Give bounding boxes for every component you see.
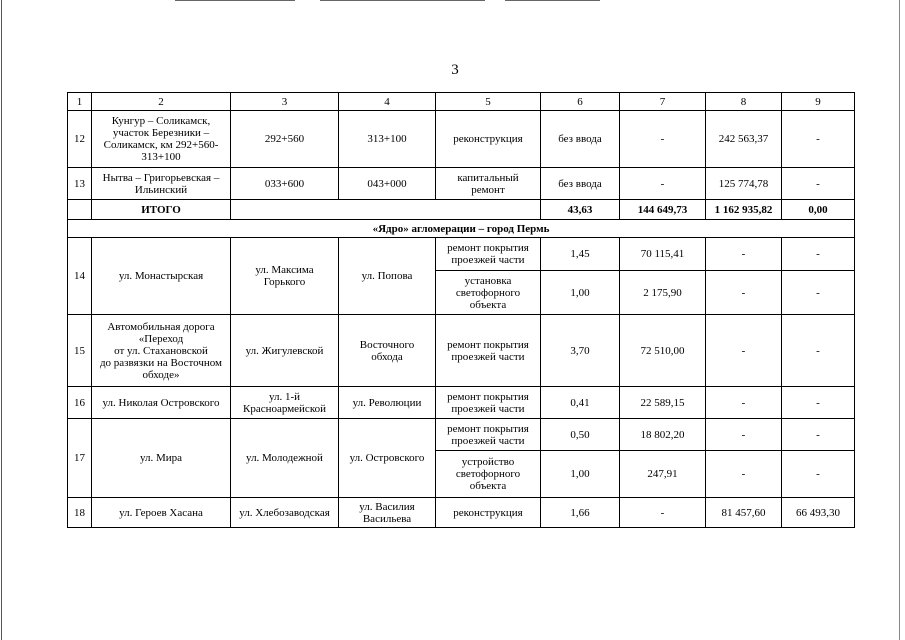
table-row (68, 387, 855, 419)
road-name: Автомобильная дорога «Переход от ул. Стахановской до развязки на Восточном обходе» (92, 315, 231, 387)
col8-value: - (706, 271, 782, 315)
road-name: ул. Мира (92, 419, 231, 498)
row-number: 15 (68, 315, 92, 387)
row-number: 16 (68, 387, 92, 419)
work-type: ремонт покрытия проезжей части (436, 387, 541, 419)
table-row (68, 315, 855, 387)
col9-value: - (782, 419, 855, 451)
total-col9: 0,00 (782, 200, 855, 220)
col6-value: 1,66 (541, 498, 620, 528)
section-start: ул. Хлебозаводская (231, 498, 339, 528)
row-number: 18 (68, 498, 92, 528)
col7-value: 70 115,41 (620, 238, 706, 271)
col9-value: - (782, 451, 855, 498)
work-type: ремонт покрытия проезжей части (436, 238, 541, 271)
header-cell: 5 (436, 93, 541, 111)
section-row (68, 220, 855, 238)
section-end: ул. Василия Васильева (339, 498, 436, 528)
top-rule (320, 0, 485, 1)
row-number: 17 (68, 419, 92, 498)
col8-value: - (706, 419, 782, 451)
col8-value: 81 457,60 (706, 498, 782, 528)
road-name: Нытва – Григорьевская – Ильинский (92, 168, 231, 200)
section-end: Восточного обхода (339, 315, 436, 387)
total-col8: 1 162 935,82 (706, 200, 782, 220)
roads-table (67, 92, 855, 528)
col7-value: 22 589,15 (620, 387, 706, 419)
col8-value: - (706, 387, 782, 419)
work-type: капитальный ремонт (436, 168, 541, 200)
section-start: 292+560 (231, 111, 339, 168)
table-row (68, 498, 855, 528)
col7-value: - (620, 111, 706, 168)
section-start: ул. Максима Горького (231, 238, 339, 315)
col6-value: 0,41 (541, 387, 620, 419)
header-cell: 8 (706, 93, 782, 111)
total-empty (68, 200, 92, 220)
col8-value: - (706, 451, 782, 498)
work-type: устройство светофорного объекта (436, 451, 541, 498)
section-start: 033+600 (231, 168, 339, 200)
section-start: ул. Жигулевской (231, 315, 339, 387)
col8-value: - (706, 315, 782, 387)
row-number: 13 (68, 168, 92, 200)
col6-value: 1,00 (541, 271, 620, 315)
page-number: 3 (451, 62, 459, 78)
header-cell: 7 (620, 93, 706, 111)
row-number: 12 (68, 111, 92, 168)
top-rule (505, 0, 600, 1)
road-name: ул. Монастырская (92, 238, 231, 315)
total-row (68, 200, 855, 220)
col6-value: 3,70 (541, 315, 620, 387)
col9-value: - (782, 387, 855, 419)
col9-value: - (782, 271, 855, 315)
col6-value: 1,45 (541, 238, 620, 271)
work-type: ремонт покрытия проезжей части (436, 315, 541, 387)
col7-value: 2 175,90 (620, 271, 706, 315)
work-type: установка светофорного объекта (436, 271, 541, 315)
col7-value: 247,91 (620, 451, 706, 498)
total-empty (231, 200, 541, 220)
section-end: ул. Островского (339, 419, 436, 498)
section-start: ул. Молодежной (231, 419, 339, 498)
col7-value: - (620, 168, 706, 200)
header-cell: 3 (231, 93, 339, 111)
col9-value: - (782, 168, 855, 200)
section-start: ул. 1-й Красноармейской (231, 387, 339, 419)
road-name: Кунгур – Соликамск, участок Березники – Соликамск, км 292+560- 313+100 (92, 111, 231, 168)
total-label: ИТОГО (92, 200, 231, 220)
col9-value: - (782, 111, 855, 168)
col6-value: 0,50 (541, 419, 620, 451)
section-end: 043+000 (339, 168, 436, 200)
work-type: ремонт покрытия проезжей части (436, 419, 541, 451)
page-left-edge (1, 0, 2, 640)
page-right-edge (899, 0, 900, 640)
col6-value: без ввода (541, 168, 620, 200)
total-col7: 144 649,73 (620, 200, 706, 220)
header-cell: 6 (541, 93, 620, 111)
col9-value: 66 493,30 (782, 498, 855, 528)
col7-value: 72 510,00 (620, 315, 706, 387)
header-cell: 1 (68, 93, 92, 111)
header-cell: 4 (339, 93, 436, 111)
col8-value: - (706, 238, 782, 271)
table-row (68, 419, 855, 451)
road-name: ул. Героев Хасана (92, 498, 231, 528)
col6-value: 1,00 (541, 451, 620, 498)
total-col6: 43,63 (541, 200, 620, 220)
work-type: реконструкция (436, 498, 541, 528)
header-cell: 9 (782, 93, 855, 111)
section-end: ул. Революции (339, 387, 436, 419)
col9-value: - (782, 315, 855, 387)
top-rule (175, 0, 295, 1)
col7-value: - (620, 498, 706, 528)
header-cell: 2 (92, 93, 231, 111)
table-row (68, 238, 855, 271)
table-row (68, 111, 855, 168)
road-name: ул. Николая Островского (92, 387, 231, 419)
header-row (68, 93, 855, 111)
work-type: реконструкция (436, 111, 541, 168)
section-end: 313+100 (339, 111, 436, 168)
col7-value: 18 802,20 (620, 419, 706, 451)
col8-value: 242 563,37 (706, 111, 782, 168)
section-end: ул. Попова (339, 238, 436, 315)
section-heading: «Ядро» агломерации – город Пермь (68, 220, 855, 238)
col6-value: без ввода (541, 111, 620, 168)
col9-value: - (782, 238, 855, 271)
row-number: 14 (68, 238, 92, 315)
col8-value: 125 774,78 (706, 168, 782, 200)
table-row (68, 168, 855, 200)
